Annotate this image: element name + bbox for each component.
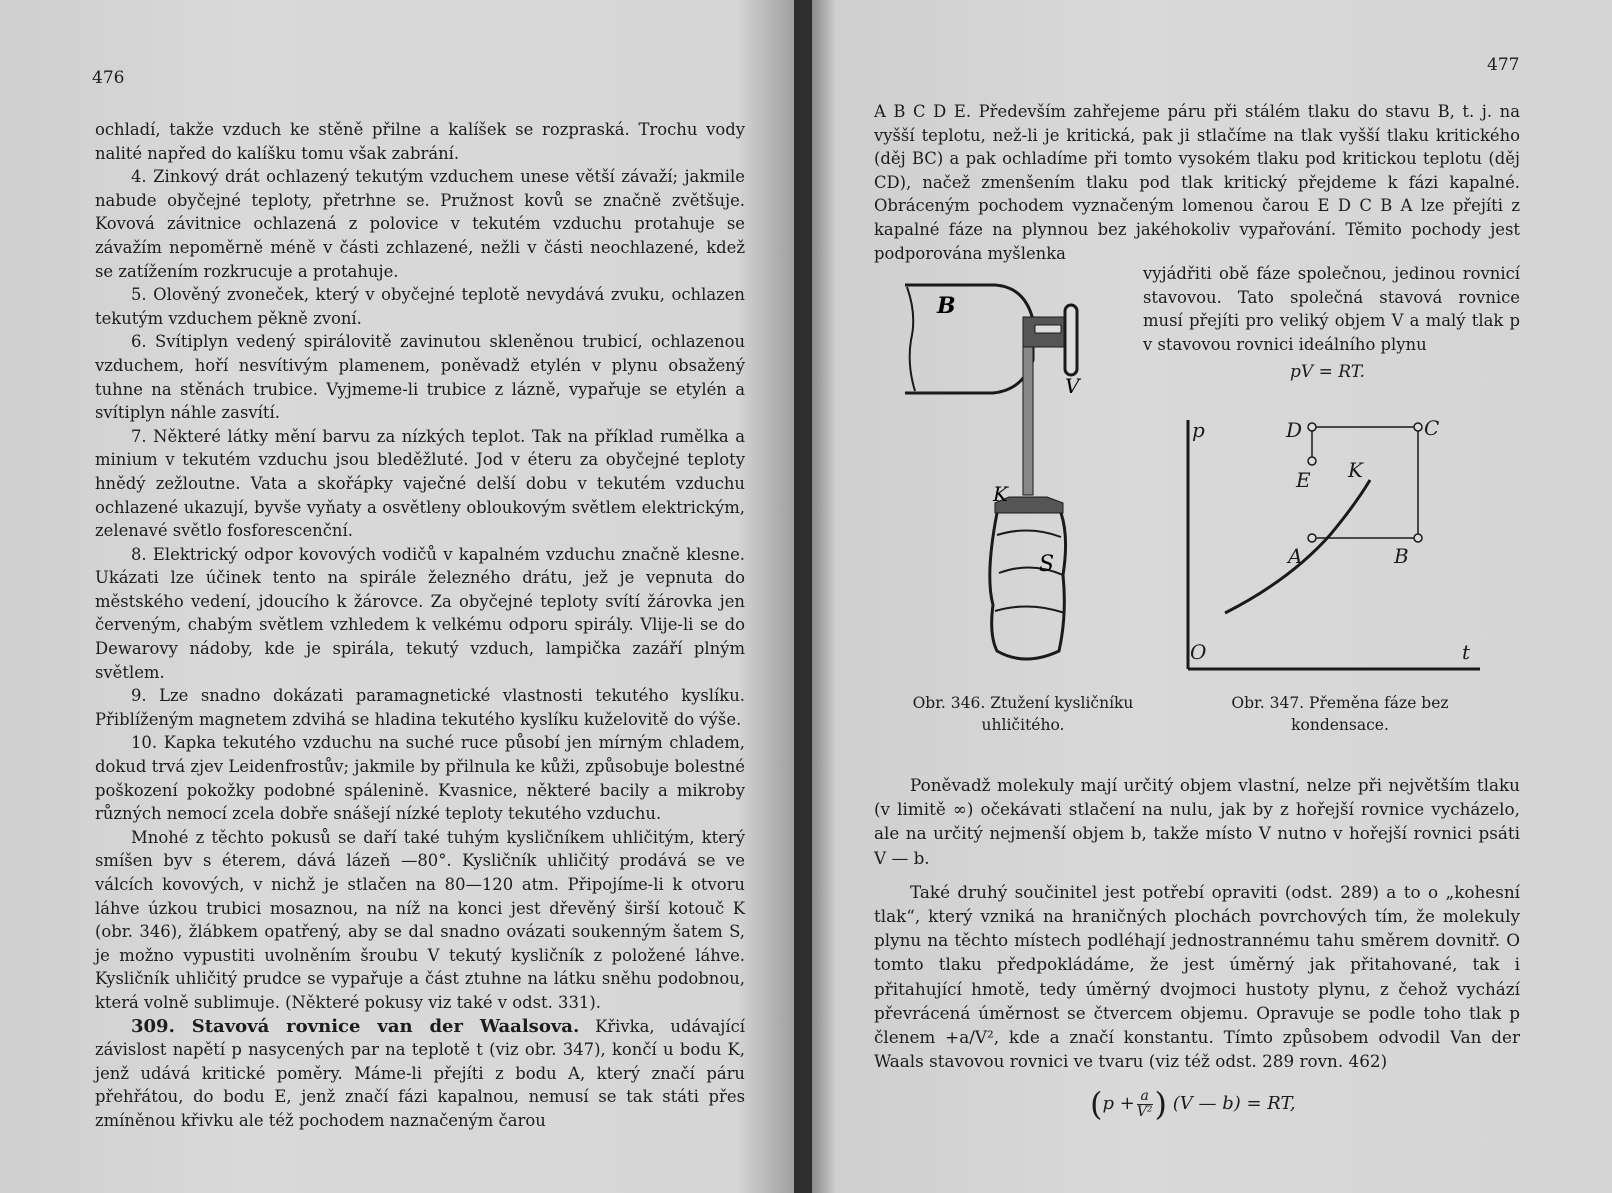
point-E bbox=[1308, 457, 1316, 465]
label-t: t bbox=[1462, 640, 1471, 664]
label-C: C bbox=[1424, 416, 1440, 440]
eq-denominator: V² bbox=[1136, 1103, 1153, 1120]
left-text-column bbox=[95, 118, 745, 1133]
brass-tube bbox=[1023, 347, 1033, 495]
caption-347: Obr. 347. Přeměna fáze bez kondensace. bbox=[1231, 694, 1449, 734]
valve-bore bbox=[1035, 325, 1061, 333]
label-V: V bbox=[1065, 374, 1080, 398]
label-E: E bbox=[1296, 468, 1311, 492]
cloth-bag-folds bbox=[995, 530, 1065, 613]
label-p: p bbox=[1192, 418, 1205, 442]
paren-close: ) bbox=[1154, 1085, 1168, 1123]
label-B: B bbox=[1394, 544, 1409, 568]
cloth-bag-drawing bbox=[990, 513, 1066, 659]
equation-ideal-gas: pV = RT. bbox=[1290, 362, 1365, 382]
section-title: 309. Stavová rovnice van der Waalsova. bbox=[131, 1015, 580, 1037]
bottle-cut-edge bbox=[907, 287, 915, 391]
point-B bbox=[1414, 534, 1422, 542]
point-C bbox=[1414, 423, 1422, 431]
left-page bbox=[0, 0, 800, 1193]
eq-numerator: a bbox=[1137, 1089, 1153, 1105]
paragraph: A B C D E. Především zahřejeme páru při stálém tlaku do stavu B, t. j. na vyšší teplotu, než-li je kritická, pak ji stlačíme na tlak vyšší tlaku kritického (děj BC) a pak ochladíme při tomto vysokém tlaku pod kritickou teplotu (děj CD), načež zmenšením tlaku pod tlak kritický přejdeme k fázi kapalné. Obráceným pochodem vyznačeným lomenou čarou E D C B A lze přejíti z kapalné fáze na plynnou bez jakéhokoliv vypařování. Těmito pochody jest podporována myšlenka bbox=[874, 102, 1520, 263]
right-top-text bbox=[874, 100, 1520, 265]
right-bottom-text bbox=[874, 773, 1520, 1073]
label-S: S bbox=[1039, 552, 1055, 577]
paragraph: 8. Elektrický odpor kovových vodičů v kapalném vzduchu značně klesne. Ukázati lze účinek tento na spirále železného drátu, jež je vepnuta do městského vedení, jdoucího k žárovce. Za obyčejné teploty svítí žárovka jen červeným, chabým světlem vzhledem k velkému odporu spirály. Vlije-li se do Dewarovy nádoby, kde je spirála, tekutý vzduch, lampička zazáří plným světlem. bbox=[95, 544, 745, 682]
label-K: K bbox=[993, 482, 1008, 506]
page-number-left: 476 bbox=[92, 68, 125, 88]
paragraph: 4. Zinkový drát ochlazený tekutým vzduchem unese větší závaží; jakmile nabude obyčejné teploty, přetrhne se. Pružnost kovů se značně zvětšuje. Kovová závitnice ochlazená z polovice v tekutém vzduchu protahuje se závažím nepoměrně méně v části zchlazené, nežli v části neochlazené, kdež se zatížením rozkrucuje a protahuje. bbox=[95, 167, 745, 281]
section-text: Křivka, udávající závislost napětí p nasycených par na teplotě t (viz obr. 347), končí u bodu K, jenž udává kritické poměry. Máme-li přejíti z bodu A, který značí páru přehřátou, do bodu E, jenž značí fázi kapalnou, nemusí se tak státi přes zmíněnou křivku ale též pochodem naznačeným čarou bbox=[95, 1016, 745, 1130]
paragraph: Také druhý součinitel jest potřebí opraviti (odst. 289) a to o „kohesní tlak“, který vzniká na hraničných plochách povrchových tím, že molekuly plynu na těchto místech podléhají jednostrannému tahu směrem dovnitř. O tomto tlaku předpokládáme, že jest úměrný jak přitahované, tak i přitahující hmotě, tedy úměrný dvojmoci hustoty plynu, z čehož vychází převrácená úměrnost se čtvercem objemu. Opravuje se podle toho tlak p členem +a/V², kde a značí konstantu. Tímto způsobem odvodil Van der Waals stavovou rovnici ve tvaru (viz též odst. 289 rovn. 462) bbox=[874, 881, 1520, 1072]
label-A: A bbox=[1288, 544, 1303, 568]
label-D: D bbox=[1286, 418, 1303, 442]
figure-346-apparatus bbox=[905, 275, 1135, 685]
float-text bbox=[1143, 262, 1520, 356]
paragraph: 9. Lze snadno dokázati paramagnetické vlastnosti tekutého kyslíku. Přiblíženým magnetem zdvihá se hladina tekutého kyslíku kuželovitě do výše. bbox=[95, 686, 745, 729]
paragraph: 10. Kapka tekutého vzduchu na suché ruce působí jen mírným chladem, dokud trvá zjev Leidenfrostův; jakmile by přilnula ke kůži, způsobuje bolestné poškození pokožky podobné spálenině. Kvasnice, některé bacily a mikroby různých nemocí zcela dobře snášejí nízké teploty tekutého vzduchu. bbox=[95, 733, 745, 824]
paragraph: vyjádřiti obě fáze společnou, jedinou rovnicí stavovou. Tato společná stavová rovnice musí přejíti pro veliký objem V a malý tlak p v stavovou rovnici ideálního plynu bbox=[1143, 264, 1520, 354]
bottle-outline bbox=[905, 285, 1033, 393]
caption-346: Obr. 346. Ztužení kysličníku uhličitého. bbox=[912, 694, 1134, 734]
paragraph: Poněvadž molekuly mají určitý objem vlastní, nelze při největším tlaku (v limitě ∞) očekávati stlačení na nulu, jak by z hořejší rovnice vycházelo, ale na určitý nejmenší objem b, takže místo V nutno v hořejší rovnici psáti V — b. bbox=[874, 775, 1520, 868]
paragraph: Mnohé z těchto pokusů se daří také tuhým kysličníkem uhličitým, který smíšen byv s éterem, dává lázeň —80°. Kysličník uhličitý prodává se ve válcích kovových, v nichž je stlačen na 80—120 atm. Připojíme-li k otvoru láhve úzkou trubici mosaznou, na níž na konci jest dřevěný širší kotouč K (obr. 346), žlábkem opatřený, aby se dal snadno ovázati soukenným šatem S, je možno vypustiti uvolněním šroubu V tekutý kysličník z položené láhve. Kysličník uhličitý prudce se vypařuje a část ztuhne na látku sněhu podobnou, která volně sublimuje. (Některé pokusy viz také v odst. 331). bbox=[95, 827, 745, 1012]
valve-screw bbox=[1065, 305, 1077, 375]
point-A bbox=[1308, 534, 1316, 542]
eq-fraction bbox=[1137, 1089, 1153, 1120]
equation-van-der-waals bbox=[1090, 1085, 1296, 1123]
paragraph: 7. Některé látky mění barvu za nízkých teplot. Tak na příklad rumělka a minium v tekutém vzduchu jsou bleděžluté. Jod v éteru za obyčejné teploty hnědý zežloutne. Vata a skořápky vaječné delší dobu v tekutém vzduchu ochlazené ukazují, byvše vyňaty a osvětleny obloukovým světlem elektrickým, zelenavé světlo fosforescenční. bbox=[95, 426, 745, 541]
paragraph: 6. Svítiplyn vedený spirálovitě zavinutou skleněnou trubicí, ochlazenou vzduchem, hoří nesvítivým plamenem, poněvadž etylén v plynu obsažený tuhne na stěnách trubice. Vyjmeme-li trubice z lázně, vypařuje se etylén a svítiplyn náhle zasvítí. bbox=[95, 332, 745, 423]
bottle-drawing bbox=[905, 285, 1033, 393]
eq-p: p + bbox=[1102, 1093, 1135, 1114]
eq-rest: (V — b) = RT, bbox=[1172, 1093, 1296, 1114]
label-O: O bbox=[1190, 640, 1207, 664]
label-K: K bbox=[1348, 458, 1363, 482]
page-number-right: 477 bbox=[1487, 55, 1520, 75]
section-309 bbox=[95, 1015, 745, 1133]
paren-open: ( bbox=[1090, 1085, 1103, 1123]
paragraph: ochladí, takže vzduch ke stěně přilne a kalíšek se rozpraská. Trochu vody nalité napřed do kalíšku tomu však zabrání. bbox=[95, 120, 745, 163]
paragraph: 5. Olověný zvoneček, který v obyčejné teplotě nevydává zvuku, ochlazen tekutým vzduchem pěkně zvoní. bbox=[95, 285, 745, 328]
label-B: B bbox=[937, 293, 956, 319]
figure-347-diagram bbox=[1180, 415, 1485, 685]
point-D bbox=[1308, 423, 1316, 431]
